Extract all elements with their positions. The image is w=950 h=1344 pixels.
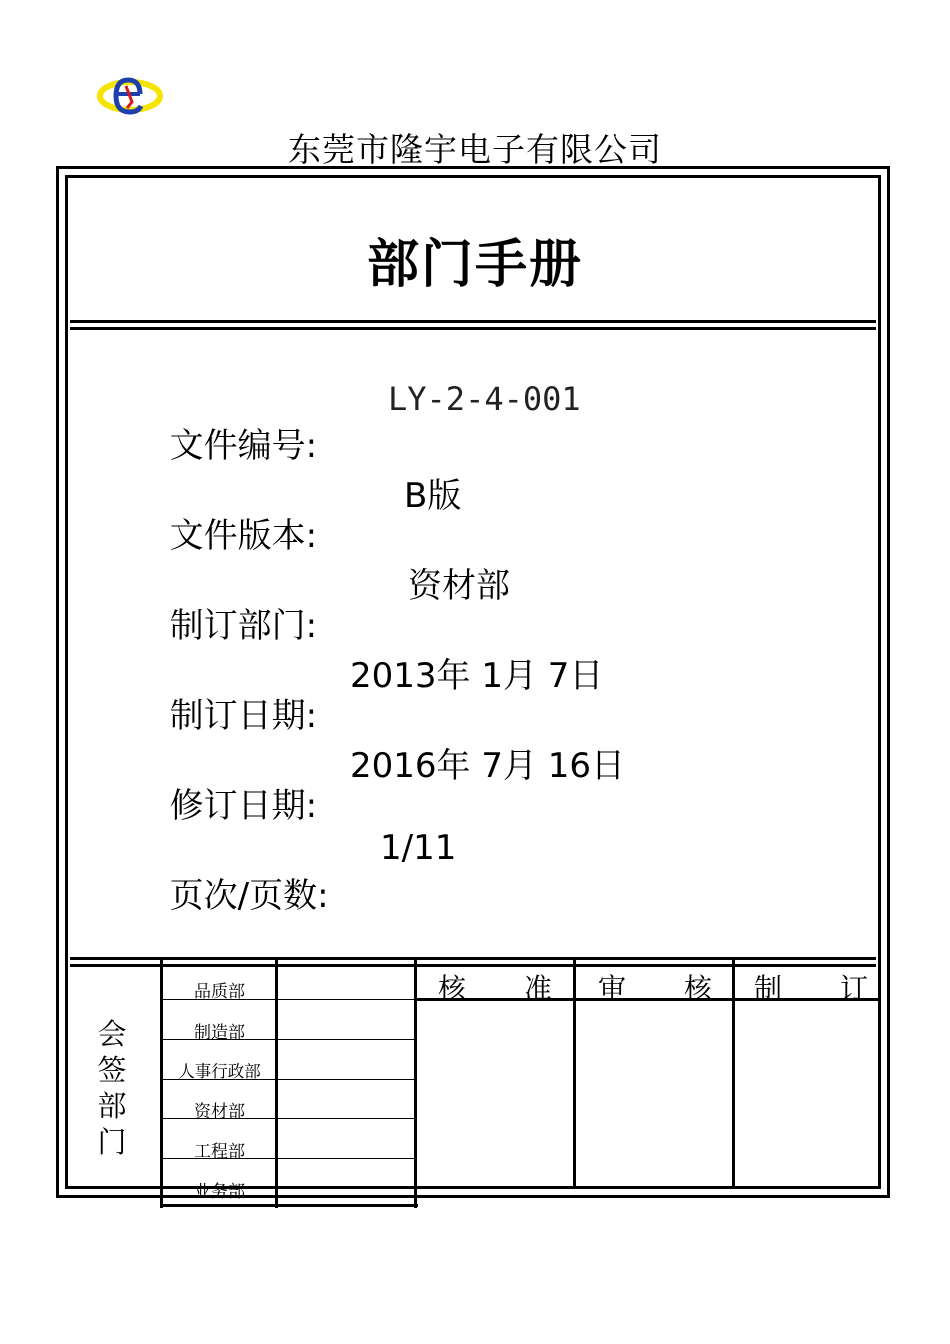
dept-quality: 品质部 (194, 982, 245, 1002)
field-label: 页次/页数: (169, 876, 329, 916)
signoff-section-label (92, 1016, 132, 1160)
dept-bottom-line (160, 1204, 418, 1207)
field-department (148, 558, 510, 647)
signoff-label-char: 部 (97, 1089, 127, 1123)
title-divider-2 (70, 327, 876, 330)
field-label: 修订日期: (169, 786, 318, 826)
field-revised-date (148, 738, 626, 827)
title-divider (70, 320, 876, 323)
dept-hr-admin: 人事行政部 (178, 1062, 261, 1081)
header-approve-left: 核 (438, 972, 467, 1005)
field-label: 制订日期: (169, 696, 318, 736)
dept-materials: 资材部 (194, 1102, 245, 1122)
signoff-label-char: 门 (97, 1125, 127, 1159)
signoff-label-char: 会 (97, 1017, 127, 1051)
header-review-left: 审 (598, 972, 627, 1005)
approval-col-line (573, 960, 576, 1188)
dept-engineering: 工程部 (194, 1142, 245, 1162)
header-review-right: 核 (684, 972, 713, 1005)
field-value: 2016年 7月 16日 (350, 746, 626, 786)
document-title: 部门手册 (366, 235, 583, 295)
field-value: 资材部 (408, 566, 510, 606)
field-label: 制订部门: (169, 606, 318, 646)
header-draft-left: 制 (754, 972, 783, 1005)
dept-manufacturing: 制造部 (194, 1023, 245, 1043)
field-label: 文件编号: (169, 426, 318, 466)
field-value: 1/11 (380, 828, 457, 868)
company-name: 东莞市隆宇电子有限公司 (288, 130, 662, 169)
header-draft-right: 订 (840, 972, 869, 1005)
company-logo-icon (96, 72, 164, 120)
field-value: 2013年 1月 7日 (350, 656, 604, 696)
approval-header-line (414, 998, 881, 1001)
header-approve-right: 准 (524, 972, 553, 1005)
signoff-label-char: 签 (97, 1053, 127, 1087)
field-value: LY-2-4-001 (388, 380, 581, 418)
field-value: B版 (404, 476, 462, 516)
field-doc-number (148, 378, 581, 467)
field-page-count (148, 828, 457, 917)
field-version (148, 468, 462, 557)
approval-col-line (732, 960, 735, 1188)
signoff-divider (70, 957, 876, 960)
field-label: 文件版本: (169, 516, 318, 556)
field-created-date (148, 648, 604, 737)
dept-business: 业务部 (194, 1182, 245, 1202)
